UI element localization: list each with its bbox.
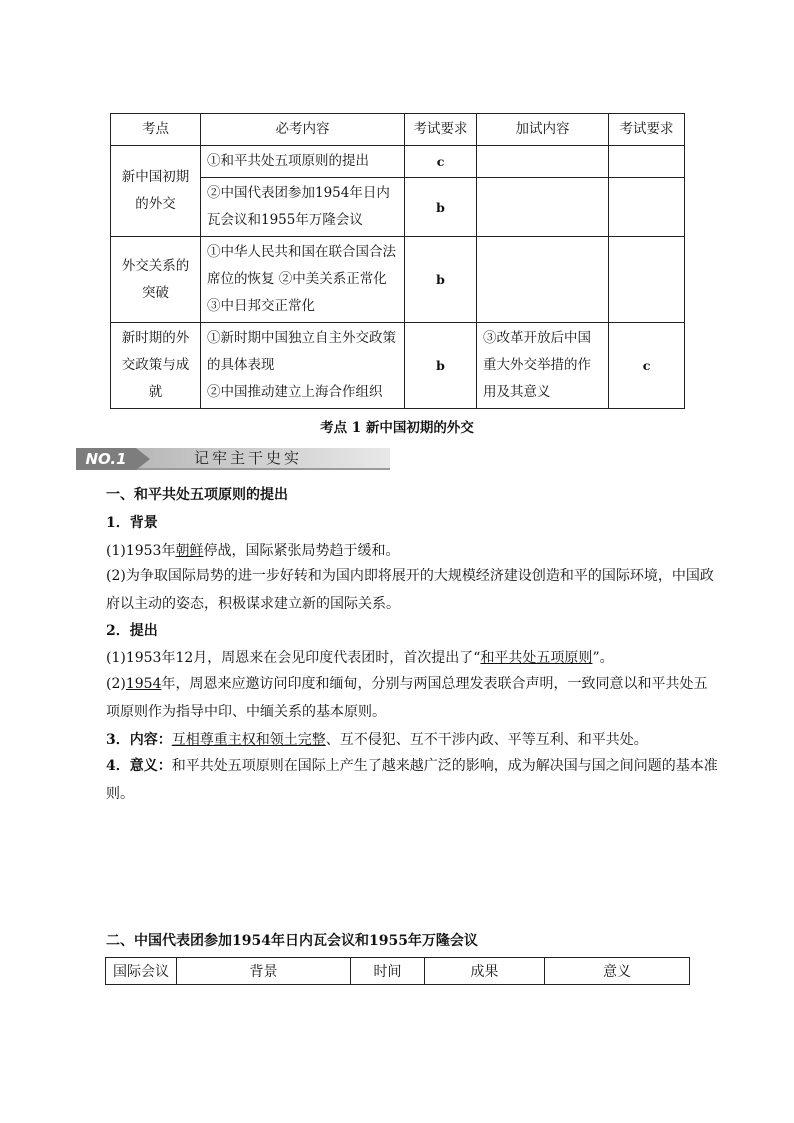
content-paragraph (106, 730, 648, 750)
underlined-term: 朝鲜 (175, 543, 204, 559)
underlined-term: 和平共处五项原则 (480, 650, 593, 666)
text-run: ”。 (592, 650, 614, 666)
header-cell: 加试内容 (477, 114, 609, 146)
underlined-term: 1954 (125, 676, 162, 692)
text-run: (1)1953年12月，周恩来在会见印度代表团时，首次提出了“ (106, 650, 481, 666)
section-banner (76, 448, 390, 470)
text-run: 年，周恩来应邀访问印度和缅甸，分别与两国总理发表联合声明，一致同意以和平共处五项原则作为指导中印、中缅关系的基本原则。 (106, 676, 708, 720)
requirement-cell: b (405, 237, 477, 323)
paragraph (106, 648, 614, 668)
requirement-cell: b (405, 323, 477, 409)
extra-content-cell: ③改革开放后中国重大外交举措的作用及其意义 (477, 323, 609, 409)
paragraph (106, 670, 720, 726)
text-run: (2) (106, 676, 126, 692)
header-cell: 国际会议 (106, 958, 177, 985)
extra-requirement-cell (609, 146, 685, 178)
text-run: (1)1953年 (106, 543, 176, 559)
topic-cell: 新时期的外交政策与成就 (111, 323, 201, 409)
extra-requirement-cell (609, 178, 685, 237)
part2-heading: 二、中国代表团参加1954年日内瓦会议和1955年万隆会议 (106, 933, 478, 949)
table-row (111, 146, 685, 178)
header-cell: 背景 (177, 958, 351, 985)
label: 4．意义： (106, 758, 172, 774)
extra-requirement-cell (609, 237, 685, 323)
header-cell: 成果 (425, 958, 545, 985)
header-cell: 时间 (351, 958, 425, 985)
header-cell: 考试要求 (405, 114, 477, 146)
extra-content-cell (477, 237, 609, 323)
text-run: 停战，国际紧张局势趋于缓和。 (203, 543, 400, 559)
text-run: 和平共处五项原则在国际上产生了越来越广泛的影响，成为解决国与国之间问题的基本准则。 (106, 758, 718, 802)
paragraph: (2)为争取国际局势的进一步好转和为国内即将展开的大规模经济建设创造和平的国际环境，中国政府以主动的姿态，积极谋求建立新的国际关系。 (106, 568, 714, 612)
part1-heading: 一、和平共处五项原则的提出 (106, 487, 288, 503)
topic-cell: 外交关系的突破 (111, 237, 201, 323)
underlined-term: 互相尊重主权和领土完整 (171, 732, 326, 748)
requirement-cell: c (405, 146, 477, 178)
table-header-row (111, 114, 685, 146)
section-title: 考点 1 新中国初期的外交 (320, 420, 474, 436)
extra-requirement-cell: c (609, 323, 685, 409)
content-line: ①新时期中国独立自主外交政策的具体表现 (207, 330, 396, 373)
paragraph (106, 541, 399, 561)
topic-cell: 新中国初期的外交 (111, 146, 201, 237)
header-cell: 意义 (545, 958, 690, 985)
background-subheading: 1．背景 (106, 515, 158, 531)
header-cell: 考点 (111, 114, 201, 146)
table-header-row (106, 958, 690, 985)
banner-badge: NO.1 (76, 448, 136, 470)
significance-paragraph (106, 752, 720, 808)
content-cell: ②中国代表团参加1954年日内瓦会议和1955年万隆会议 (201, 178, 405, 237)
conference-table (105, 957, 690, 985)
requirement-cell: b (405, 178, 477, 237)
header-cell: 必考内容 (201, 114, 405, 146)
extra-content-cell (477, 178, 609, 237)
content-cell: ①和平共处五项原则的提出 (201, 146, 405, 178)
banner-text: 记牢主干史实 (194, 449, 303, 467)
text-run: 、互不侵犯、互不干涉内政、平等互利、和平共处。 (325, 732, 648, 748)
proposal-subheading: 2．提出 (106, 623, 158, 639)
extra-content-cell (477, 146, 609, 178)
header-cell: 考试要求 (609, 114, 685, 146)
content-cell: ①中华人民共和国在联合国合法席位的恢复 ②中美关系正常化 ③中日邦交正常化 (201, 237, 405, 323)
content-line: ②中国推动建立上海合作组织 (207, 384, 383, 400)
label: 3．内容： (106, 732, 172, 748)
table-row (111, 323, 685, 409)
table-row (111, 237, 685, 323)
exam-requirements-table (110, 113, 685, 409)
content-cell (201, 323, 405, 409)
